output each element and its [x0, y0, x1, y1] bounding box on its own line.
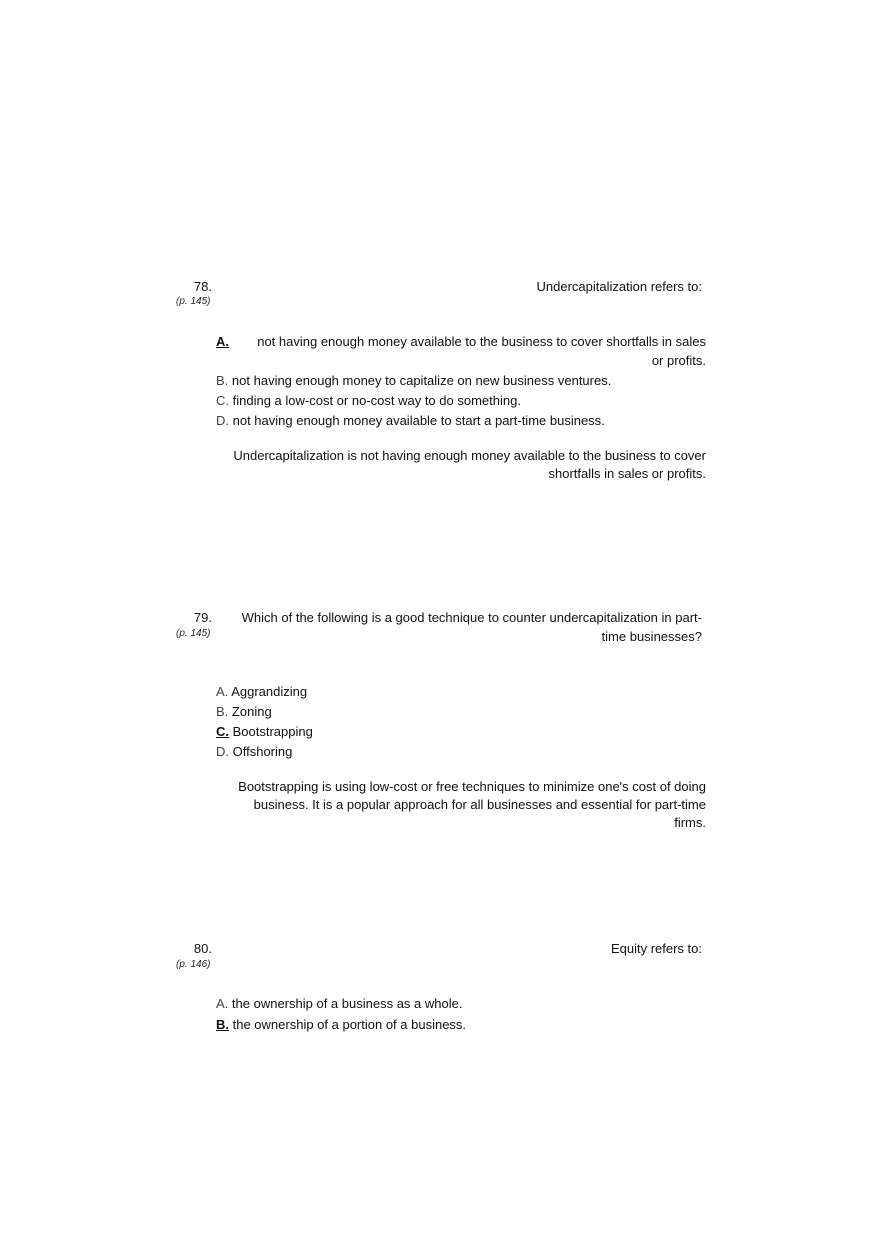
option-letter: B.	[216, 373, 229, 388]
explanation: Bootstrapping is using low-cost or free techniques to minimize one's cost of doing business. It is a popular approach for all businesses and essential for part-time firms.	[238, 779, 706, 830]
page-reference: (p. 145)	[176, 628, 211, 639]
page-reference: (p. 145)	[176, 296, 211, 307]
option-letter: A.	[216, 996, 229, 1011]
option-letter: D.	[216, 744, 229, 759]
option-letter: C.	[216, 393, 229, 408]
option-text: Aggrandizing	[231, 684, 308, 699]
question-number: 79.	[193, 610, 212, 625]
option-a	[216, 994, 462, 1013]
option-letter: C.	[216, 724, 229, 739]
option-text: Zoning	[231, 704, 272, 719]
option-b	[216, 702, 272, 721]
option-text: not having enough money available to the business to cover shortfalls in sales or profits.	[257, 334, 706, 368]
option-letter: A.	[216, 334, 229, 349]
option-text: the ownership of a business as a whole.	[231, 996, 463, 1011]
question-text: Equity refers to:	[610, 941, 702, 956]
option-text: Offshoring	[232, 744, 293, 759]
option-text: Bootstrapping	[232, 724, 313, 739]
option-d	[216, 742, 292, 761]
option-c	[216, 391, 521, 410]
question-number: 78.	[193, 279, 212, 294]
option-letter: D.	[216, 413, 229, 428]
option-a	[216, 332, 706, 368]
option-text: not having enough money to capitalize on new business ventures.	[231, 373, 612, 388]
option-text: not having enough money available to start a part-time business.	[232, 413, 605, 428]
question-number: 80.	[193, 941, 212, 956]
option-b	[216, 371, 611, 390]
question-text: Undercapitalization refers to:	[536, 279, 702, 294]
option-a	[216, 682, 307, 701]
option-letter: B.	[216, 704, 229, 719]
option-letter: B.	[216, 1017, 229, 1032]
page-reference: (p. 146)	[176, 959, 211, 970]
question-text: Which of the following is a good technique to counter undercapitalization in part-time businesses?	[241, 610, 702, 644]
option-letter: A.	[216, 684, 229, 699]
option-text: finding a low-cost or no-cost way to do something.	[232, 393, 521, 408]
option-b	[216, 1015, 466, 1034]
option-d	[216, 411, 605, 430]
option-text: the ownership of a portion of a business.	[232, 1017, 467, 1032]
option-c	[216, 722, 313, 741]
explanation: Undercapitalization is not having enough money available to the business to cover shortfalls in sales or profits.	[233, 448, 706, 481]
